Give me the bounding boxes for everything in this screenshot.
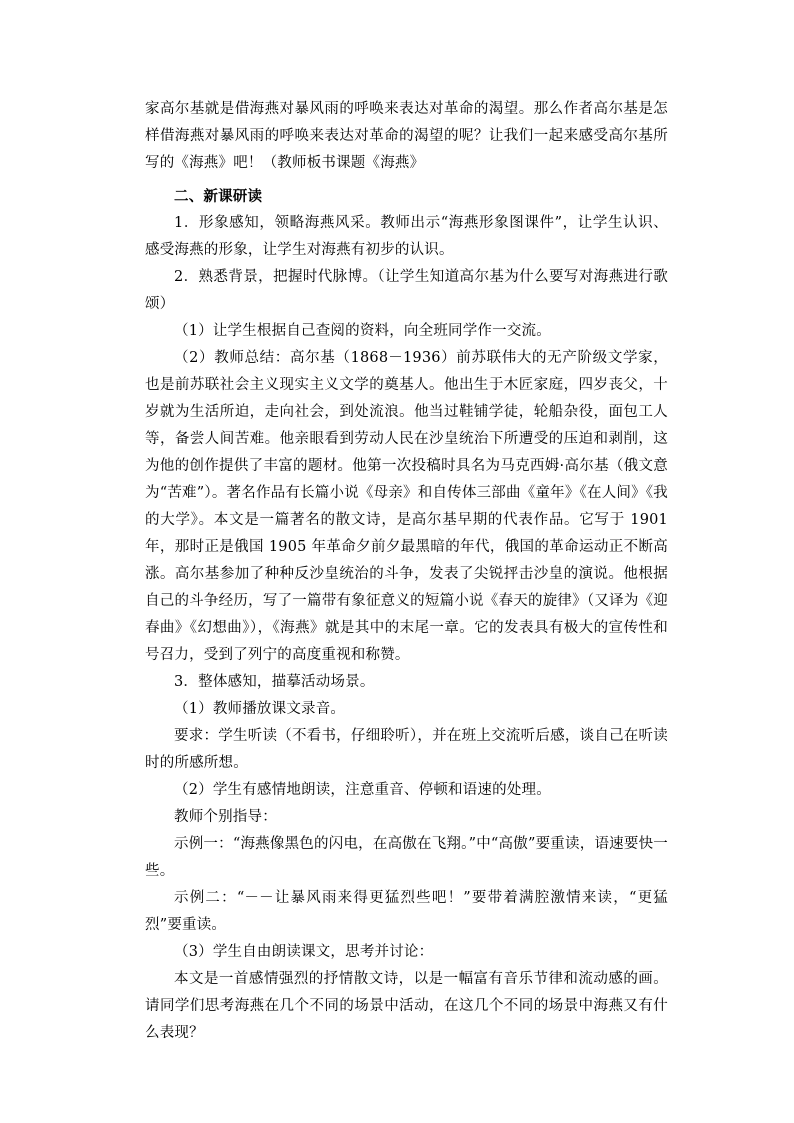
paragraph-intro: 家高尔基就是借海燕对暴风雨的呼唤来表达对革命的渴望。那么作者高尔基是怎样借海燕对暴风雨的呼唤来表达对革命的渴望的呢？让我们一起来感受高尔基所写的《海燕》吧！（教师板书课题《海燕》 [145,101,668,171]
paragraph-discussion: 本文是一首感情强烈的抒情散文诗，以是一幅富有音乐节律和流动感的画。请同学们思考海燕在几个不同的场景中活动，在这几个不同的场景中海燕又有什么表现？ [145,971,668,1041]
paragraph-step-3: 3．整体感知，描摹活动场景。 [174,674,375,690]
paragraph-teacher-guidance: 教师个别指导： [174,809,277,825]
paragraph-step-3-2: （2）学生有感情地朗读，注意重音、停顿和语速的处理。 [174,782,551,798]
paragraph-step-1: 1．形象感知，领略海燕风采。教师出示“海燕形象图课件”，让学生认识、感受海燕的形象，让学生对海燕有初步的认识。 [145,215,668,258]
paragraph-step-3-1: （1）教师播放课文录音。 [174,701,346,717]
paragraph-step-2: 2．熟悉背景，把握时代脉博。（让学生知道高尔基为什么要写对海燕进行歌颂） [145,269,668,312]
section-heading-new-lesson: 二、新课研读 [174,188,263,205]
paragraph-step-2-1: （1）让学生根据自己查阅的资料，向全班同学作一交流。 [174,323,551,339]
document-body [145,96,668,1047]
paragraph-example-2: 示例二：“－－让暴风雨来得更猛烈些吧！”要带着满腔激情来读，“更猛烈”要重读。 [145,890,668,933]
paragraph-step-3-3: （3）学生自由朗读课文，思考并讨论： [174,944,434,960]
paragraph-example-1: 示例一：“海燕像黑色的闪电，在高傲在飞翔。”中“高傲”要重读，语速要快一些。 [145,836,668,879]
paragraph-step-2-2: （2）教师总结：高尔基（1868－1936）前苏联伟大的无产阶级文学家，也是前苏联社会主义现实主义文学的奠基人。他出生于木匠家庭，四岁丧父，十岁就为生活所迫，走向社会，到处流浪。他当过鞋铺学徒，轮船杂役，面包工人等，备尝人间苦难。他亲眼看到劳动人民在沙皇统治下所遭受的压迫和剥削，这为他的创作提供了丰富的题材。他第一次投稿时具名为马克西姆·高尔基（俄文意为“苦难”）。著名作品有长篇小说《母亲》和自传体三部曲《童年》《在人间》《我的大学》。本文是一篇著名的散文诗，是高尔基早期的代表作品。它写于 1901 年，那时正是俄国 1905 年革命夕前夕最黑暗的年代，俄国的革命运动正不断高涨。高尔基参加了种种反沙皇统治的斗争，发表了尖锐抨击沙皇的演说。他根据自己的斗争经历，写了一篇带有象征意义的短篇小说《春天的旋律》（又译为《迎春曲》《幻想曲》），《海燕》就是其中的末尾一章。它的发表具有极大的宣传性和号召力，受到了列宁的高度重视和称赞。 [145,350,668,663]
paragraph-requirement: 要求：学生听读（不看书，仔细聆听），并在班上交流听后感，谈自己在听读时的所感所想。 [145,728,668,771]
